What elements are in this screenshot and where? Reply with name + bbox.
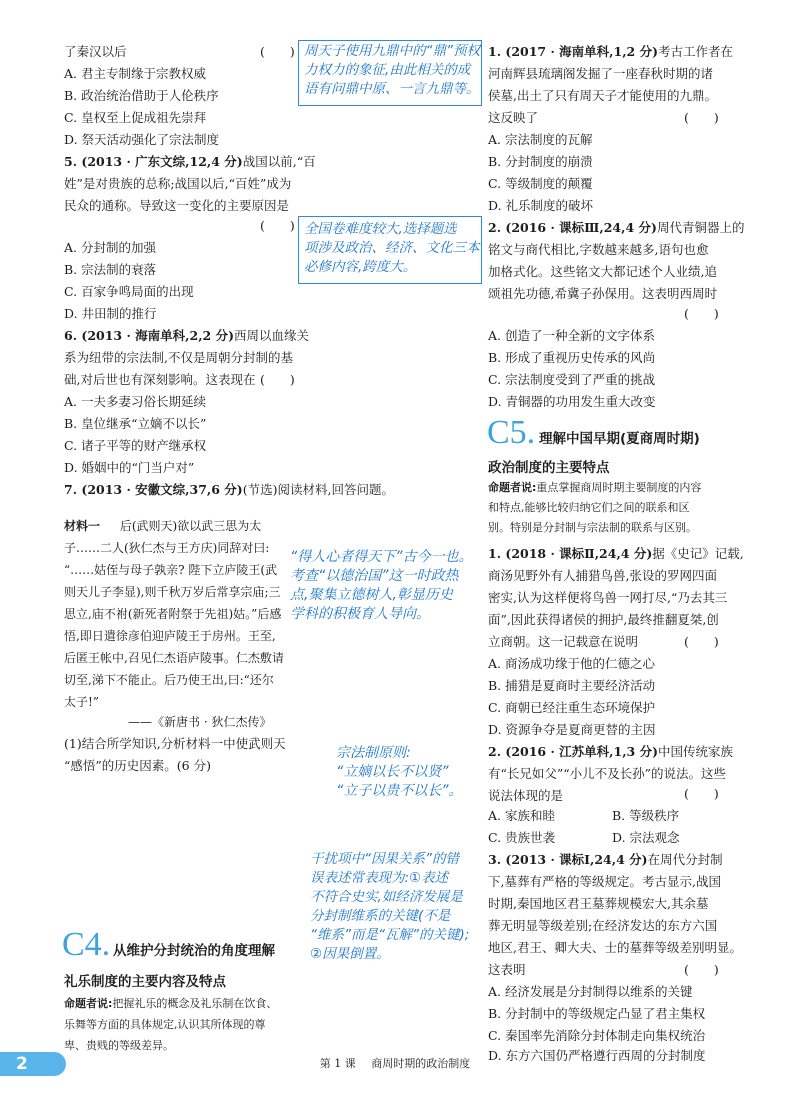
option: D. 东方六国仍严格遵行西周的分封制度 [488,1048,706,1063]
option: B. 政治统治借助于人伦秩序 [64,88,219,103]
question-text: 葬无明显等级差别;在经济发达的东方六国 [488,918,718,933]
question-2: 2. (2016 · 课标Ⅲ,24,4 分)周代青铜器上的 [488,220,745,235]
option: A. 一夫多妻习俗长期延续 [64,394,206,409]
answer-paren: ( ) [684,306,719,321]
question-6 [64,328,309,344]
annotation-note: 干扰项中“因果关系”的错 误表述常表现为:①表述 不符合史实,如经济发展是 分封制维系的关键(不是 “维系”而是“瓦解”的关键); ②因果倒置。 [310,851,470,962]
question-text: 河南辉县琉璃阁发掘了一座春秋时期的诸 [488,66,714,81]
option: B. 等级秩序 [612,808,680,823]
question-header: 3. (2013 · 课标Ⅰ,24,4 分) [488,852,648,867]
answer-paren: ( ) [684,634,719,649]
proposer-note: 命题者说:重点掌握商周时期主要制度的内容 [488,481,702,494]
material-line: 思立,庙不祔(新死者附祭于先祖)姑。”后感 [64,607,282,621]
proposer-note-line: 和特点,能够比较归纳它们之间的联系和区 [488,501,690,514]
question-text: 这反映了 [488,110,539,125]
question-text: 地区,君王、卿大夫、士的墓葬等级差别明显。 [488,940,742,955]
annotation-note: 周天子使用九鼎中的“鼎”预权 力权力的象征,由此相关的成 语有问鼎中原、一言九鼎等。 [304,43,480,97]
answer-paren: ( ) [260,218,295,233]
option: B. 宗法制的衰落 [64,262,157,277]
material-label: 材料一 [64,519,101,533]
option: D. 宗法观念 [612,830,680,845]
section-c4-subtitle: 礼乐制度的主要内容及特点 [64,974,226,990]
page-number: 2 [0,1052,66,1076]
answer-paren: ( ) [684,786,719,801]
question-header: 1. (2017 · 海南单科,1,2 分) [488,44,659,59]
option: C. 宗法制度受到了严重的挑战 [488,372,656,387]
question-text: 姓”是对贵族的总称;战国以后,“百姓”成为 [64,176,292,191]
annotation-note: “得人心者得天下”古今一也。 考查“以德治国”这一时政热 点,聚集立德树人,彰显历史 学科的积极育人导向。 [290,549,473,622]
question-7 [64,482,394,498]
option: C. 百家争鸣局面的出现 [64,284,194,299]
question-5 [64,154,316,170]
question-text: 础,对后世也有深刻影响。这表现在 [64,372,256,387]
question-text: 有“长兄如父”“小儿不及长孙”的说法。这些 [488,766,727,781]
question-3b: 3. (2013 · 课标Ⅰ,24,4 分)在周代分封制 [488,852,723,867]
material-line: 太子!” [64,695,99,709]
option: B. 皇位继承“立嫡不以长” [64,416,207,431]
material-line: 材料一 后(武则天)欲以武三思为太 [64,519,262,533]
question-2b: 2. (2016 · 江苏单科,1,3 分)中国传统家族 [488,744,734,759]
option: C. 商朝已经注重生态环境保护 [488,700,656,715]
option: B. 捕猎是夏商时主要经济活动 [488,678,656,693]
section-c5-title: 理解中国早期(夏商周时期) [539,431,700,447]
question-header: 2. (2016 · 课标Ⅲ,24,4 分) [488,220,657,235]
answer-paren: ( ) [684,962,719,977]
option: C. 皇权至上促成祖先崇拜 [64,110,207,125]
option: A. 家族和睦 [488,808,555,823]
material-line: 后匿王帐中,召见仁杰语庐陵事。仁杰敷请 [64,651,284,665]
answer-paren: ( ) [260,44,295,59]
question-header: 1. (2018 · 课标Ⅱ,24,4 分) [488,546,653,561]
material-line: 子……二人(狄仁杰与王方庆)同辞对曰: [64,541,270,555]
question-text: 密实,认为这样便将鸟兽一网打尽,“乃去其三 [488,590,728,605]
option: C. 贵族世袭 [488,830,556,845]
lesson-title: 商周时期的政治制度 [371,1057,471,1070]
material-line: 悟,即日遣徐彦伯迎庐陵王于房州。王至, [64,629,276,643]
question-text: 战国以前,“百 [242,154,316,169]
question-text: (节选)阅读材料,回答问题。 [242,482,394,497]
option: A. 君主专制缘于宗教权威 [64,66,206,81]
section-c5-subtitle: 政治制度的主要特点 [488,460,610,476]
section-c5-letter: C5. [487,414,536,451]
question-text: 商汤见野外有人捕猎鸟兽,张设的罗网四面 [488,568,717,583]
option: A. 宗法制度的瓦解 [488,132,593,147]
option: C. 秦国率先消除分封体制走向集权统治 [488,1028,706,1043]
question-text: 立商朝。这一记载意在说明 [488,634,639,649]
answer-paren: ( ) [684,110,719,125]
proposer-note-line: 别。特别是分封制与宗法制的联系与区别。 [488,521,697,534]
question-1: 1. (2017 · 海南单科,1,2 分)考古工作者在 [488,44,734,59]
material-line: 切至,涕下不能止。后乃使王出,曰:“还尔 [64,673,274,687]
question-text: 加格式化。这些铭文大都记述个人业绩,追 [488,264,717,279]
question-1b: 1. (2018 · 课标Ⅱ,24,4 分)据《史记》记载, [488,546,744,561]
option: C. 等级制度的颠覆 [488,176,593,191]
question-text: 时期,秦国地区君王墓葬规模宏大,其余墓 [488,896,709,911]
proposer-note-line: 乐舞等方面的具体规定,认识其所体现的尊 [64,1018,266,1031]
section-c4-letter: C4. [62,926,111,963]
option: A. 创造了一种全新的文字体系 [488,328,655,343]
question-text: 侯墓,出土了只有周天子才能使用的九鼎。 [488,88,717,103]
option: A. 商汤成功缘于他的仁德之心 [488,656,655,671]
proposer-note-label: 命题者说: [64,997,113,1010]
option: D. 祭天活动强化了宗法制度 [64,132,220,147]
option: D. 青铜器的功用发生重大改变 [488,394,656,409]
option: A. 经济发展是分封制得以维系的关键 [488,984,693,999]
question-text: 铭文与商代相比,字数越来越多,语句也愈 [488,242,709,257]
option: D. 井田制的推行 [64,306,157,321]
question-header: 7. (2013 · 安徽文综,37,6 分) [64,482,243,497]
answer-paren: ( ) [260,372,295,387]
question-text: 这表明 [488,962,526,977]
question-header: 6. (2013 · 海南单科,2,2 分) [64,328,235,343]
option: D. 婚姻中的“门当户对” [64,460,195,475]
question-text: 说法体现的是 [488,788,564,803]
question-text: 西周以血缘关 [234,328,310,343]
question-text: 民众的通称。导致这一变化的主要原因是 [64,198,290,213]
option: B. 形成了重视历史传承的风尚 [488,350,656,365]
task-text: (1)结合所学知识,分析材料一中使武则天 [64,736,286,751]
q4-tail: 了秦汉以后 [64,44,127,59]
proposer-note-label: 命题者说: [488,481,537,494]
material-line: “……姑侄与母子孰亲? 陛下立庐陵王(武 [64,563,278,577]
proposer-note-line: 卑、贵贱的等级差异。 [64,1039,174,1052]
lesson-number: 第 1 课 [319,1057,356,1070]
option: B. 分封制度的崩溃 [488,154,593,169]
question-text: 系为纽带的宗法制,不仅是周朝分封制的基 [64,350,293,365]
task-text: “感悟”的历史因素。(6 分) [64,758,211,773]
annotation-note: 宗法制原则: “立嫡以长不以贤” “立子以贵不以长”。 [336,745,463,799]
option: A. 分封制的加强 [64,240,156,255]
footer-title [0,1055,790,1071]
question-text: 颂祖先功德,希冀子孙保用。这表明西周时 [488,286,717,301]
option: D. 礼乐制度的破坏 [488,198,594,213]
question-text: 下,墓葬有严格的等级规定。考古显示,战国 [488,874,721,889]
question-text: 面”,因此获得诸侯的拥护,最终推翻夏桀,创 [488,612,719,627]
question-header: 5. (2013 · 广东文综,12,4 分) [64,154,243,169]
option: D. 资源争夺是夏商更替的主因 [488,722,656,737]
question-header: 2. (2016 · 江苏单科,1,3 分) [488,744,659,759]
option: B. 分封制中的等级规定凸显了君主集权 [488,1006,706,1021]
material-line: 则天儿子李显),则千秋万岁后常享宗庙;三 [64,585,281,599]
section-c4-title: 从维护分封统治的角度理解 [113,943,275,959]
material-source: ——《新唐书 · 狄仁杰传》 [128,715,272,729]
annotation-note: 全国卷难度较大,选择题选 项涉及政治、经济、文化三本 必修内容,跨度大。 [304,221,480,275]
option: C. 诸子平等的财产继承权 [64,438,207,453]
proposer-note: 命题者说:把握礼乐的概念及礼乐制在饮食、 [64,997,278,1010]
